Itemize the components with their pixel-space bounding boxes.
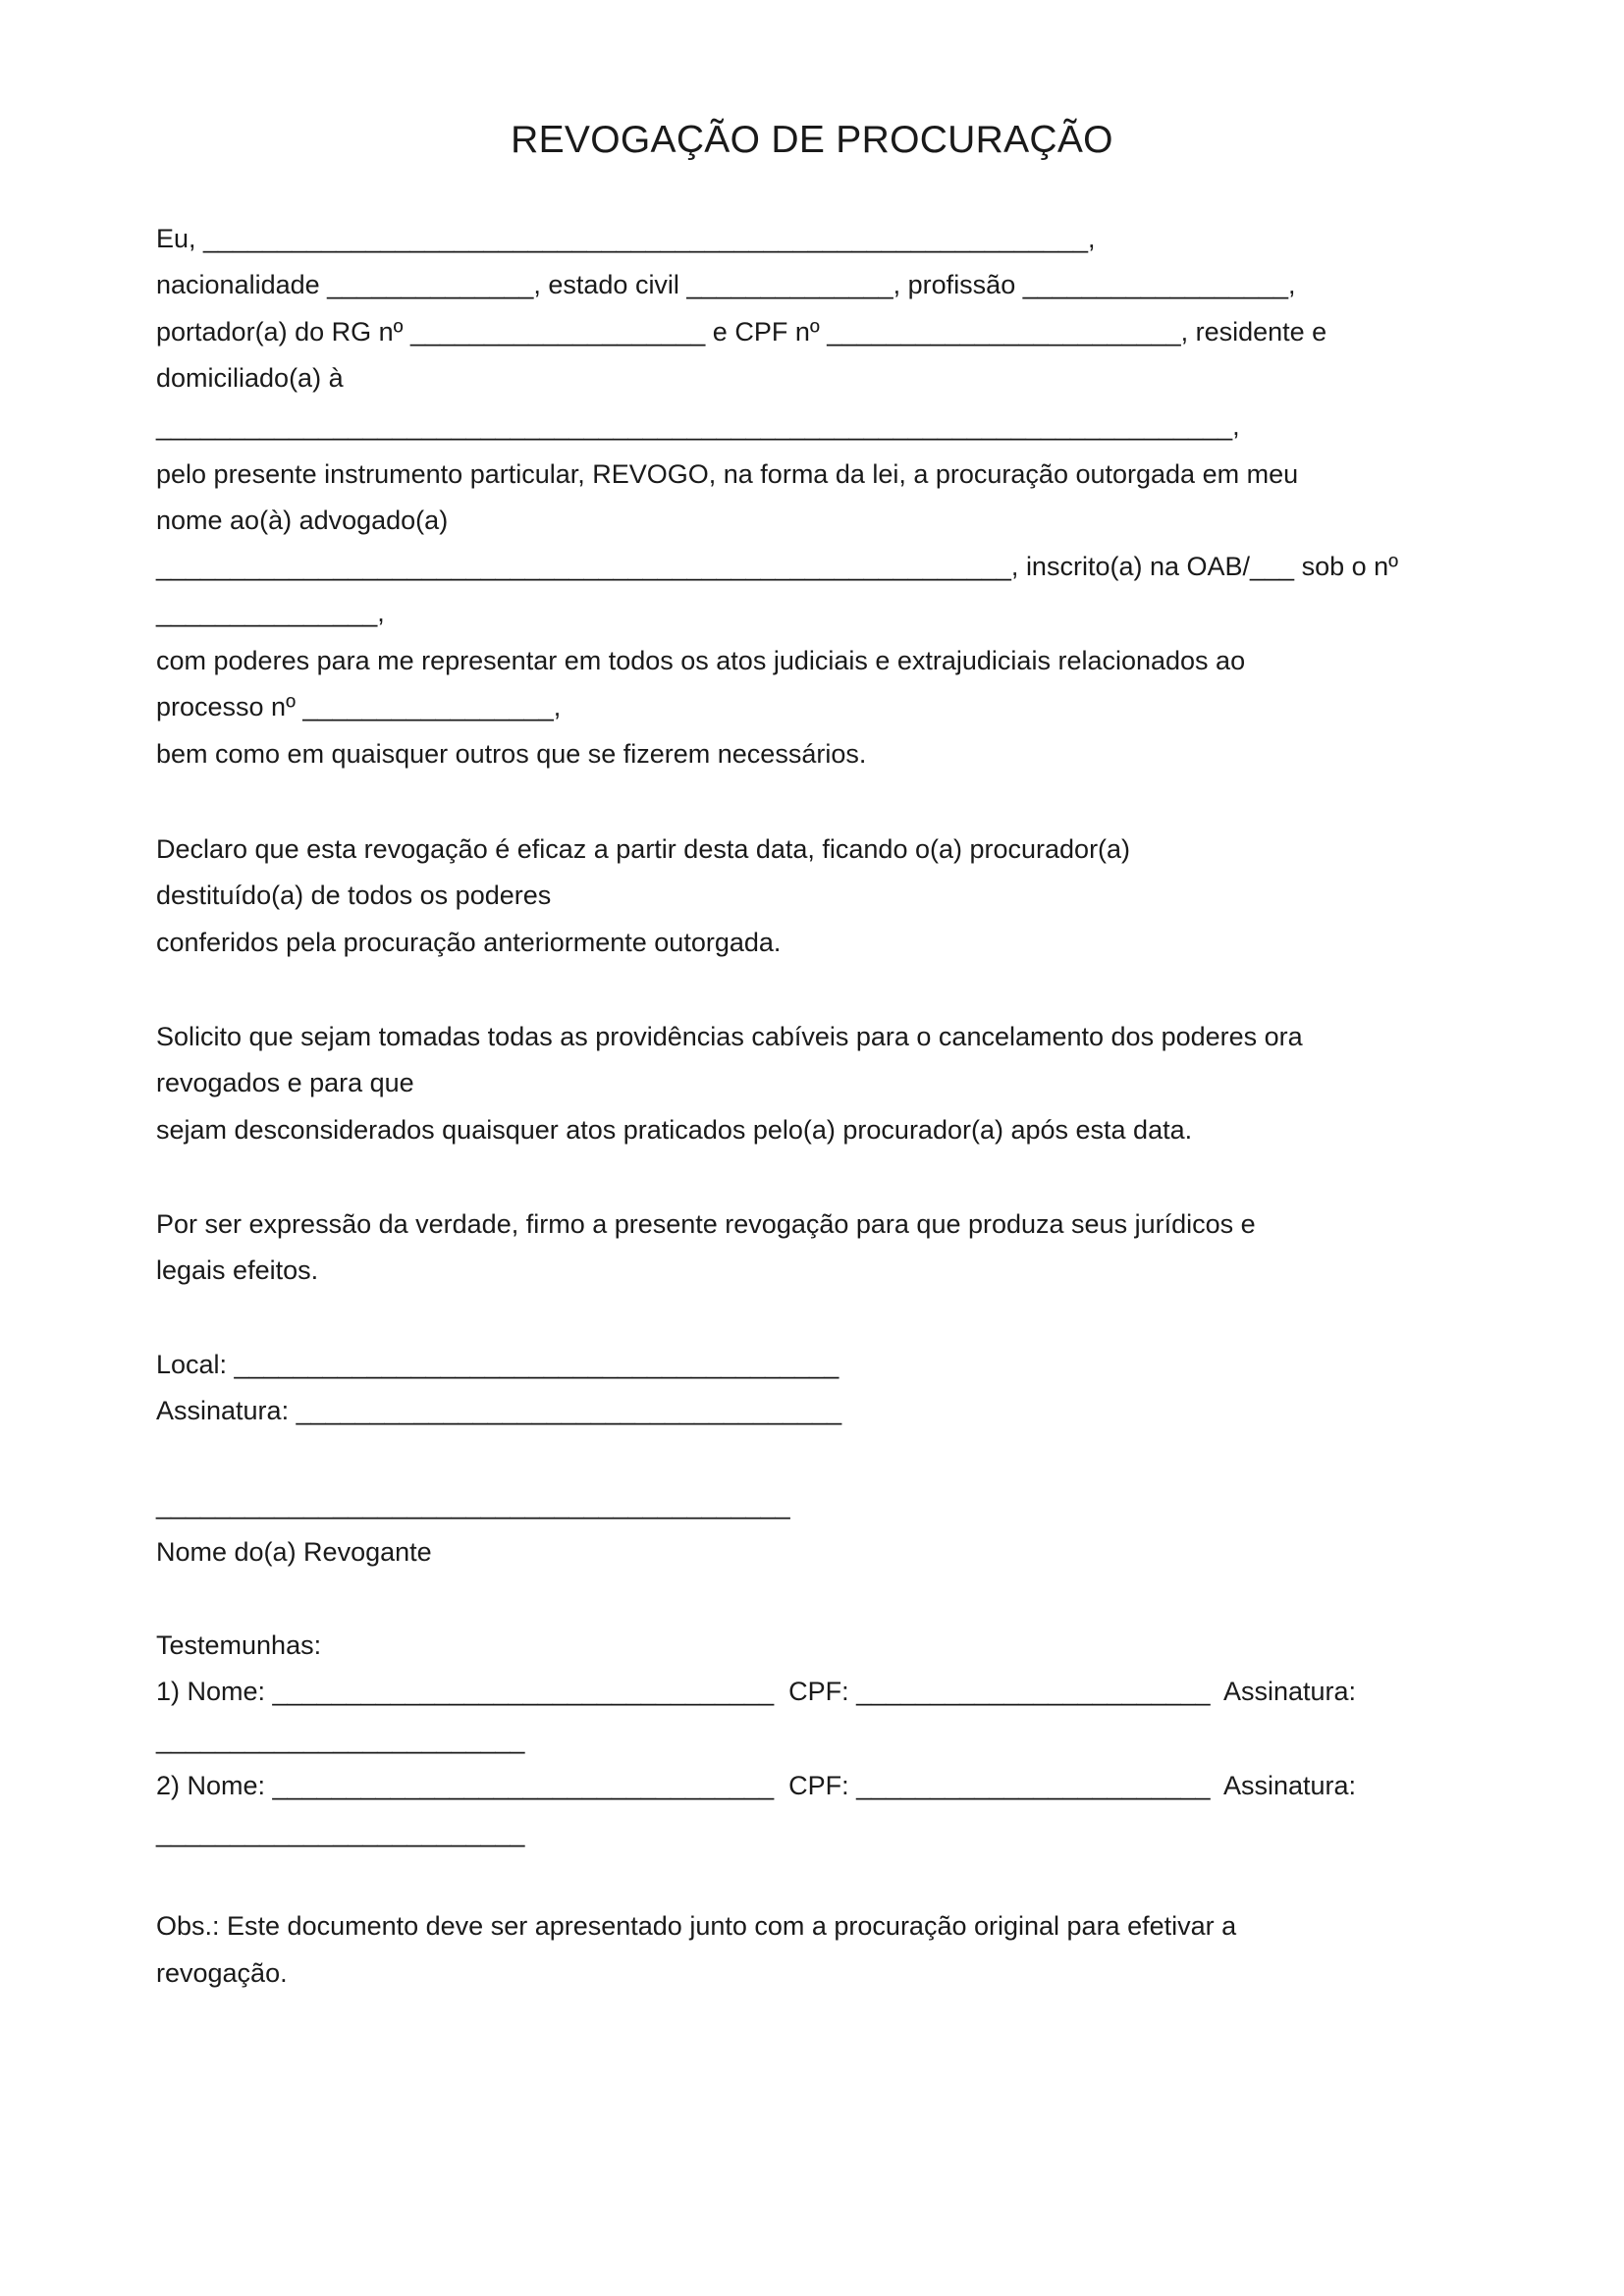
text-line: destituído(a) de todos os poderes (156, 881, 552, 910)
witness-1-signature-line[interactable]: _________________________ (156, 1725, 525, 1754)
signature-field[interactable]: Assinatura: _____________________________________ (156, 1396, 842, 1425)
local-field[interactable]: Local: _________________________________________ (156, 1350, 839, 1379)
text-line: pelo presente instrumento particular, REVOGO, na forma da lei, a procuração outorgada em meu (156, 459, 1299, 489)
witness-1-fields[interactable]: 1) Nome: __________________________________ CPF: ________________________ Assinatura: (156, 1677, 1357, 1706)
witness-2-signature-line[interactable]: _________________________ (156, 1818, 525, 1847)
text-line: _______________, (156, 598, 385, 627)
text-line: com poderes para me representar em todos os atos judiciais e extrajudiciais relacionados ao (156, 646, 1246, 675)
text-line: processo nº _________________, (156, 692, 562, 721)
text-line: Solicito que sejam tomadas todas as providências cabíveis para o cancelamento dos poderes ora (156, 1022, 1303, 1051)
text-line: conferidos pela procuração anteriormente outorgada. (156, 928, 782, 957)
obs-note: revogação. (156, 1958, 288, 1988)
text-line: domiciliado(a) à (156, 363, 344, 393)
text-line: __________________________________________________________, inscrito(a) na OAB/___ sob o nº (156, 552, 1398, 581)
obs-note: Obs.: Este documento deve ser apresentado junto com a procuração original para efetivar a (156, 1911, 1237, 1941)
text-line: revogados e para que (156, 1068, 414, 1097)
text-line: bem como em quaisquer outros que se fizerem necessários. (156, 739, 867, 769)
text-line: nacionalidade ______________, estado civil ______________, profissão __________________, (156, 270, 1296, 299)
text-line: Declaro que esta revogação é eficaz a partir desta data, ficando o(a) procurador(a) (156, 834, 1131, 864)
document-title: REVOGAÇÃO DE PROCURAÇÃO (511, 119, 1113, 161)
text-line: legais efeitos. (156, 1255, 319, 1285)
text-line: nome ao(à) advogado(a) (156, 506, 449, 535)
revoker-name-label: Nome do(a) Revogante (156, 1537, 432, 1567)
text-line: Por ser expressão da verdade, firmo a presente revogação para que produza seus jurídicos e (156, 1209, 1256, 1239)
text-line: portador(a) do RG nº ____________________ e CPF nº ________________________, residente e (156, 317, 1327, 347)
text-line: _________________________________________________________________________, (156, 411, 1240, 441)
revoker-name-line[interactable]: ___________________________________________ (156, 1490, 790, 1520)
witness-2-fields[interactable]: 2) Nome: __________________________________ CPF: ________________________ Assinatura: (156, 1771, 1357, 1800)
text-line: sejam desconsiderados quaisquer atos praticados pelo(a) procurador(a) após esta data. (156, 1115, 1193, 1145)
witnesses-heading: Testemunhas: (156, 1630, 322, 1660)
text-line: Eu, ____________________________________________________________, (156, 224, 1096, 253)
